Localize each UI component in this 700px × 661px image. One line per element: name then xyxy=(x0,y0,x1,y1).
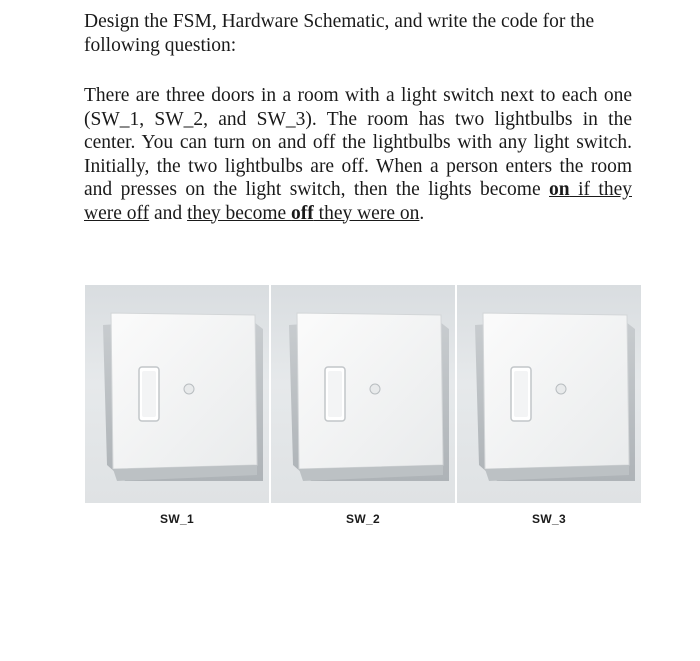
light-switch-icon xyxy=(271,285,455,503)
if-off-phrase: if they were off xyxy=(84,179,632,224)
switch-labels xyxy=(85,512,641,526)
period: . xyxy=(419,202,425,224)
switch-photo-1 xyxy=(85,285,269,503)
and-word: and xyxy=(149,202,188,224)
switch-photos xyxy=(85,285,641,503)
question-document xyxy=(84,10,632,225)
switch-photo-3 xyxy=(457,285,641,503)
switch-photo-2 xyxy=(271,285,455,503)
problem-text xyxy=(84,84,632,225)
on-word: on xyxy=(549,179,570,200)
they-become-phrase: they become xyxy=(187,202,292,224)
switch-label-1: SW_1 xyxy=(160,512,194,526)
off-word: off xyxy=(291,202,314,224)
light-switch-icon xyxy=(85,285,269,503)
intro-text: Design the FSM, Hardware Schematic, and write the code for the following question: xyxy=(84,11,595,56)
switch-label-2: SW_2 xyxy=(346,512,380,526)
switch-label-3: SW_3 xyxy=(532,512,566,526)
they-were-on-phrase: they were on xyxy=(313,202,420,224)
problem-body: There are three doors in a room with a light switch next to each one (SW_1, SW_2, and SW_3). The room has two lightbulbs in the center. You can turn on and off the lightbulbs with any light switch. Initially, the two lightbulbs are off. When a person enters the room and presses on the light switch, then the lights become xyxy=(84,85,632,200)
light-switch-icon xyxy=(457,285,641,503)
